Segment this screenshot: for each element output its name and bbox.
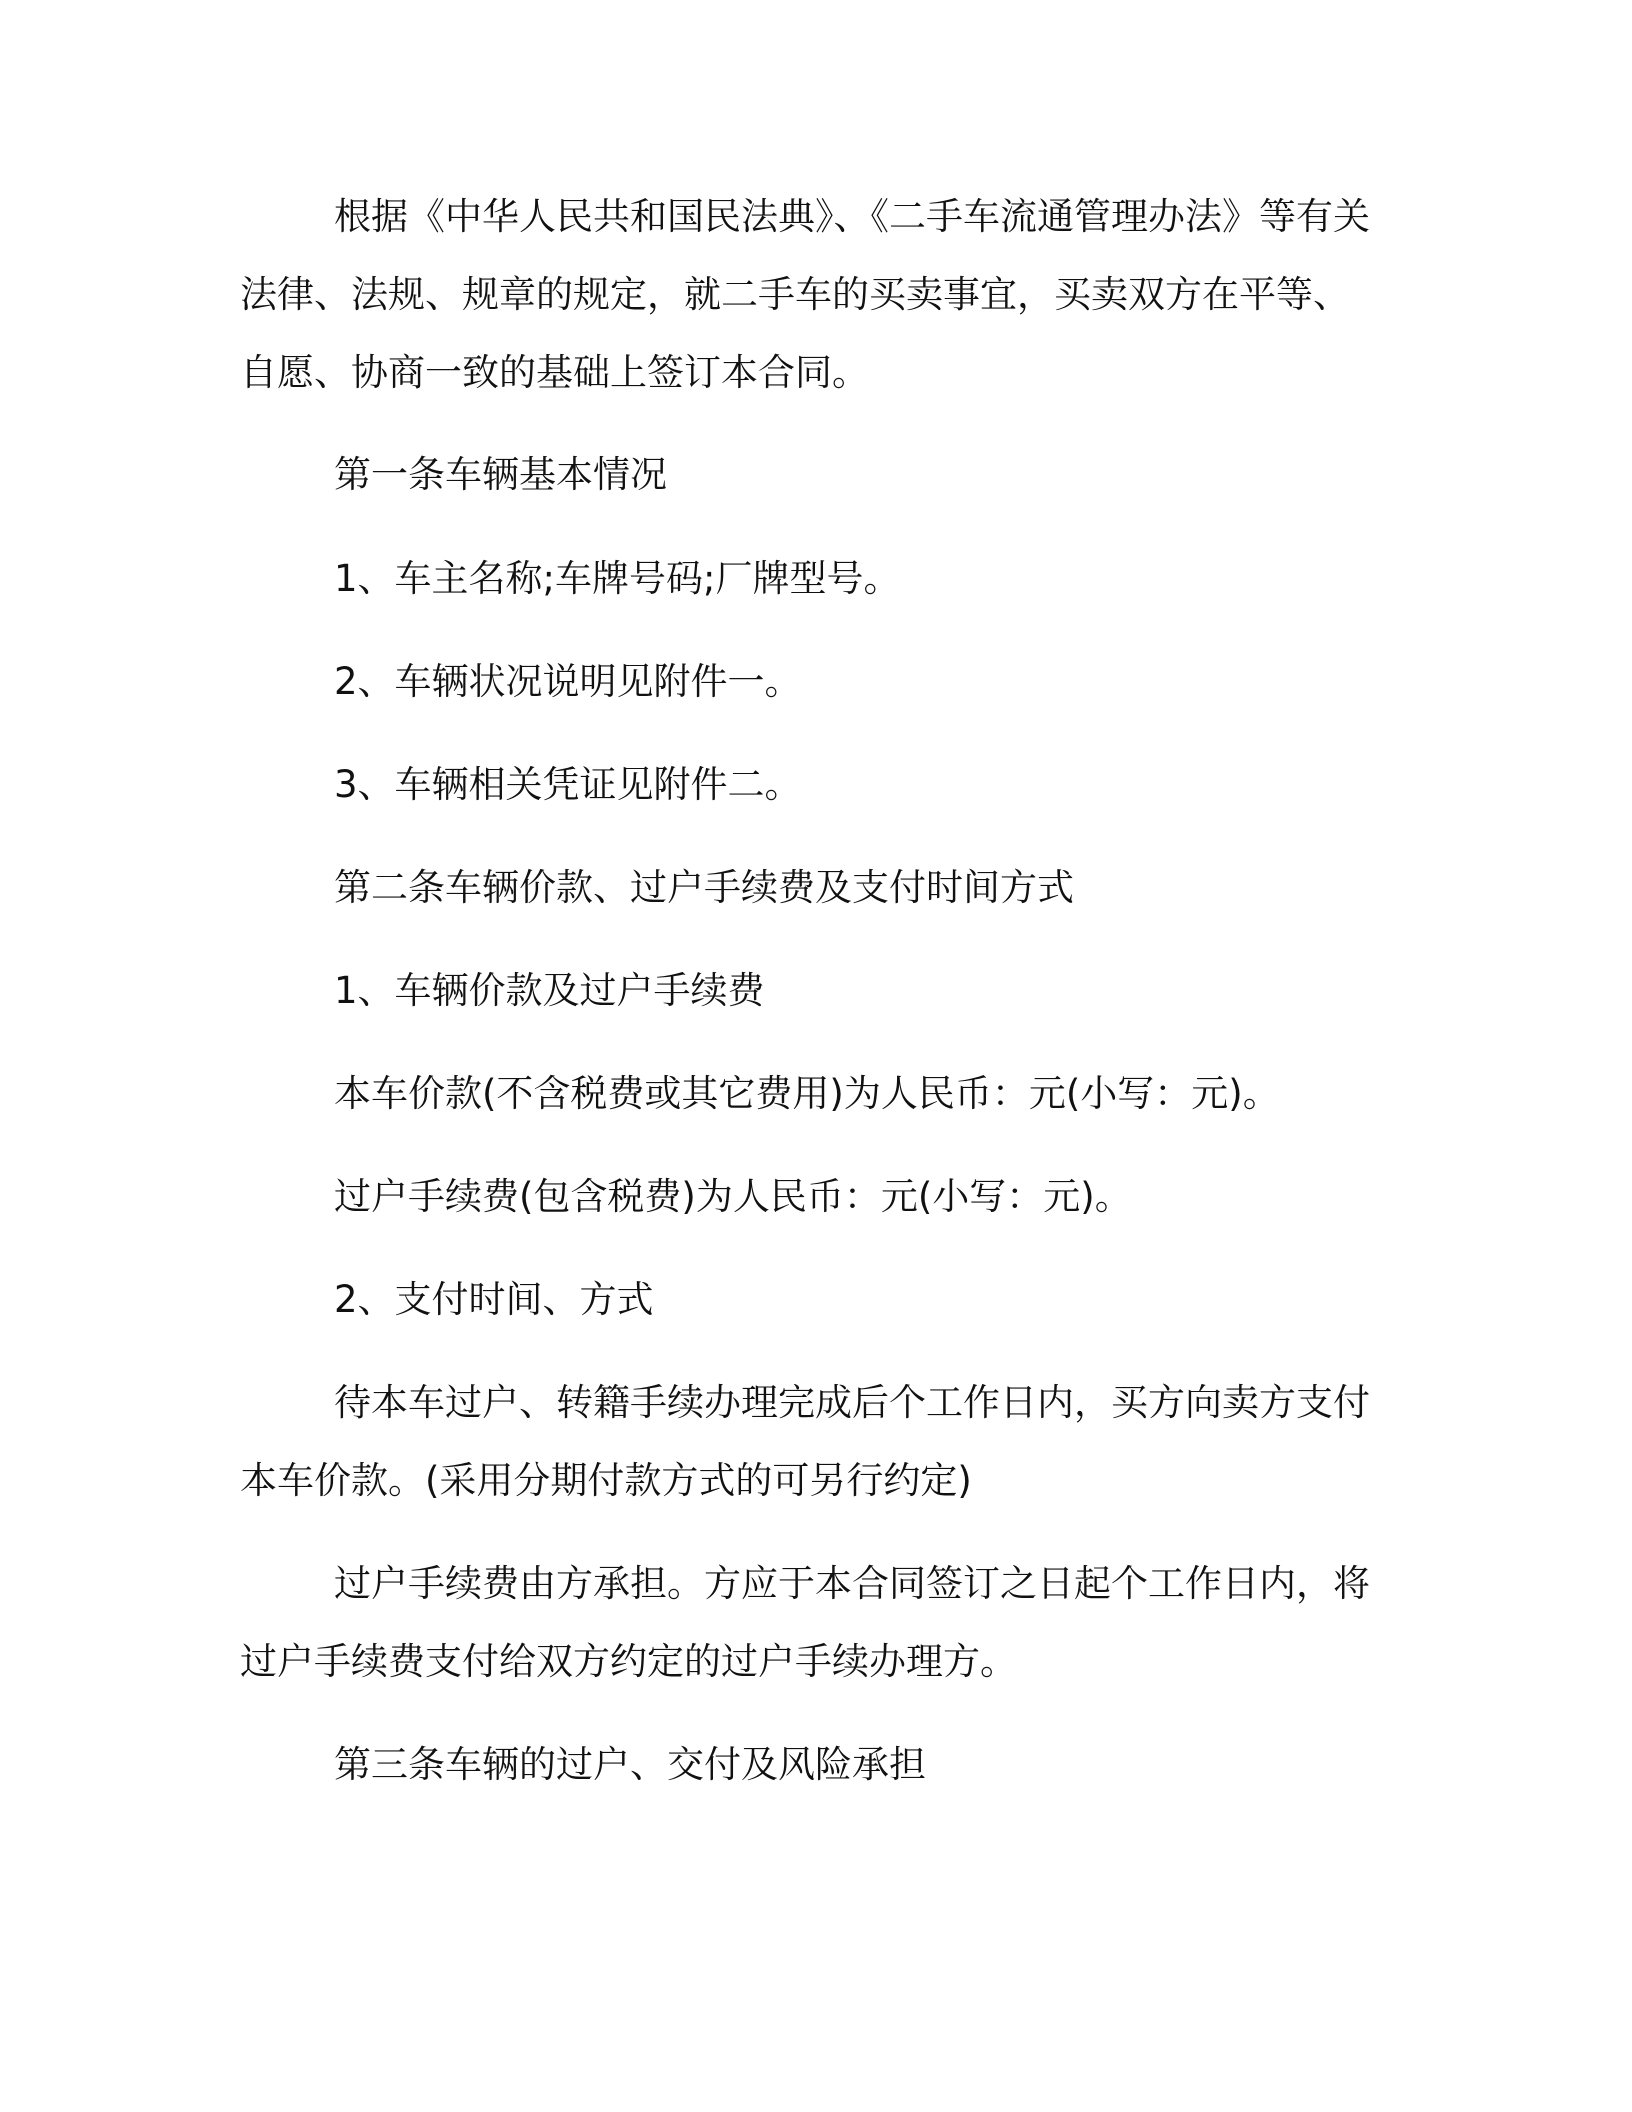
payment-time-paragraph: 待本车过户、转籍手续办理完成后个工作日内，买方向卖方支付本车价款。(采用分期付款方式的可另行约定) (240, 1381, 1370, 1502)
transfer-fee-paragraph: 过户手续费由方承担。方应于本合同签订之日起个工作日内，将过户手续费支付给双方约定的过户手续办理方。 (240, 1562, 1370, 1683)
article-3-heading: 第三条车辆的过户、交付及风险承担 (334, 1743, 926, 1786)
article-2-item-1: 1、车辆价款及过户手续费 (334, 969, 765, 1012)
vehicle-price-line: 本车价款(不含税费或其它费用)为人民币：元(小写：元)。 (334, 1072, 1280, 1115)
article-1-item-1: 1、车主名称;车牌号码;厂牌型号。 (334, 557, 901, 600)
article-1-item-2: 2、车辆状况说明见附件一。 (334, 660, 802, 703)
article-2-heading: 第二条车辆价款、过户手续费及支付时间方式 (334, 866, 1074, 909)
article-2-item-2: 2、支付时间、方式 (334, 1278, 654, 1321)
article-1-heading: 第一条车辆基本情况 (334, 453, 667, 496)
transfer-fee-line: 过户手续费(包含税费)为人民币：元(小写：元)。 (334, 1175, 1132, 1218)
article-1-item-3: 3、车辆相关凭证见附件二。 (334, 763, 802, 806)
intro-paragraph: 根据《中华人民共和国民法典》、《二手车流通管理办法》等有关法律、法规、规章的规定，就二手车的买卖事宜，买卖双方在平等、自愿、协商一致的基础上签订本合同。 (240, 195, 1370, 394)
